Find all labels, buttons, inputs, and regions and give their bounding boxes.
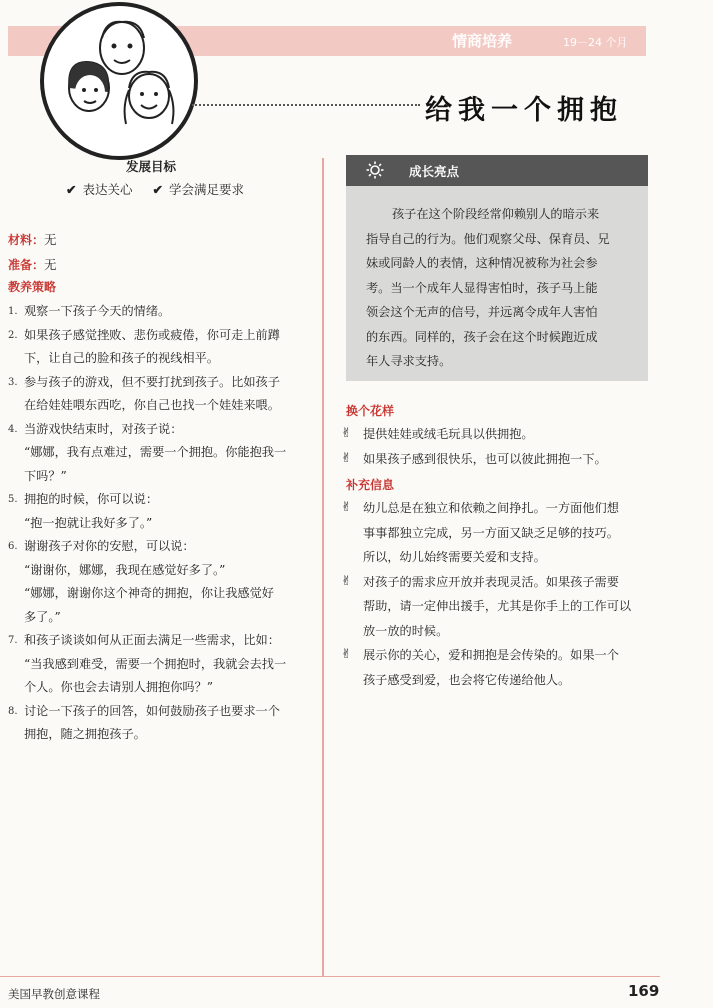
preparation-line [8,255,57,273]
sun-icon [366,161,384,179]
bullet-line: 事事都独立完成，另一方面又缺乏足够的技巧。 [363,525,619,540]
step-text [24,700,314,747]
bullet-line: 帮助，请一定伸出援手，尤其是你手上的工作可以 [363,599,632,613]
highlights-text [366,202,638,374]
step-text [24,371,314,418]
variations-item [341,422,651,447]
bullet-line: 孩子感受到爱，也会将它传递给他人。 [363,672,571,687]
step-line: 和孩子谈谈如何从正面去满足一些需求，比如： [24,633,280,647]
page-number: 169 [628,982,660,1000]
variations-text [363,447,607,472]
family-illustration [40,2,198,160]
book-title: 美国早教创意课程 [8,987,100,1001]
supplement-item [341,496,651,570]
highlights-header [346,155,648,186]
supplement-heading: 补充信息 [346,478,395,492]
step-number: 6. [8,541,18,552]
supplement-list [341,496,651,692]
supplement-item [341,570,651,644]
highlights-line: 年人寻求支持。 [366,354,452,368]
step-number: 3. [8,376,18,388]
step-number: 7. [8,635,18,646]
title-leader-dots [192,104,420,106]
strategy-step [8,700,314,747]
materials-label: 材料： [8,233,45,247]
step-line: 当游戏快结束时，对孩子说： [24,421,183,436]
step-line: 多了。” [24,609,61,624]
step-line: “当我感到难受，需要一个拥抱时，我就会去找一 [24,656,287,671]
step-line: 参与孩子的游戏，但不要打扰到孩子。比如孩子 [24,374,280,389]
step-line: 拥抱，随之拥抱孩子。 [24,727,146,741]
step-number: 8. [8,705,18,717]
goal-item: 学会满足要求 [168,182,244,197]
bullet-line: 展示你的关心，爱和拥抱是会传染的。如果一个 [363,648,619,662]
supplement-text [363,643,619,692]
step-line: 下，让自己的脸和孩子的视线相平。 [24,351,219,365]
step-number: 5. [8,494,18,505]
step-text [24,488,314,535]
step-text [24,300,314,324]
step-line: “娜娜，谢谢你这个神奇的拥抱，你让我感觉好 [24,586,274,600]
step-line: 如果孩子感觉挫败、悲伤或疲倦，你可走上前蹲 [24,327,280,342]
step-text [24,535,314,629]
materials-value: 无 [44,232,57,247]
step-line: 谢谢孩子对你的安慰，可以说： [24,539,195,553]
step-line: 讨论一下孩子的回答，如何鼓励孩子也要求一个 [24,703,280,718]
step-text [24,629,314,700]
check-icon: ✔ [152,182,163,197]
page-title: 给我一个拥抱 [425,95,623,126]
step-line: “抱一抱就让我好多了。” [24,515,153,530]
strategy-step [8,371,314,418]
step-line: 下吗？” [24,468,67,483]
bullet-line: 如果孩子感到很快乐，也可以彼此拥抱一下。 [363,451,607,466]
strategy-step [8,324,314,371]
step-line: “谢谢你，娜娜，我现在感觉好多了。” [24,562,226,577]
supplement-item [341,643,651,692]
hand-bullet-icon: ✌ [341,500,352,515]
bullet-line: 放一放的时候。 [363,623,449,638]
goals-list [66,180,244,198]
supplement-text [363,496,619,570]
strategy-step [8,629,314,700]
hand-bullet-icon: ✌ [341,450,352,466]
bullet-line: 对孩子的需求应开放并表现灵活。如果孩子需要 [363,574,619,589]
column-divider [322,158,324,976]
variations-text [363,422,534,447]
strategy-step [8,535,314,629]
bullet-line: 幼儿总是在独立和依赖之间挣扎。一方面他们想 [363,501,619,515]
goals-heading: 发展目标 [126,159,177,174]
materials-line [8,230,57,248]
highlights-line: 妹或同龄人的表情，这种情况被称为社会参 [366,256,598,270]
strategy-step [8,300,314,324]
highlights-line: 指导自己的行为。他们观察父母、保育员、兄 [366,231,610,246]
variations-item [341,447,651,472]
variations-list [341,422,651,471]
bullet-line: 所以，幼儿始终需要关爱和支持。 [363,550,546,564]
highlights-line: 孩子在这个阶段经常仰赖别人的暗示来 [392,207,600,221]
section-title: 情商培养 [452,32,513,50]
step-line: 观察一下孩子今天的情绪。 [24,304,171,318]
supplement-text [363,570,631,644]
step-line: 拥抱的时候，你可以说： [24,492,159,506]
step-number: 2. [8,329,18,341]
variations-heading: 换个花样 [346,404,395,418]
check-icon: ✔ [66,182,77,197]
highlights-line: 的东西。同样的，孩子会在这个时候跑近成 [366,329,598,344]
preparation-label: 准备： [8,258,45,272]
footer-rule [0,976,660,977]
highlights-line: 考。当一个成年人显得害怕时，孩子马上能 [366,280,598,295]
step-text [24,418,314,489]
strategy-step [8,418,314,489]
step-line: “娜娜，我有点难过，需要一个拥抱。你能抱我一 [24,445,287,459]
hand-bullet-icon: ✌ [341,647,352,662]
step-number: 4. [8,423,18,435]
step-number: 1. [8,306,18,317]
preparation-value: 无 [44,257,57,272]
highlights-line: 领会这个无声的信号，并远离令成年人害怕 [366,305,598,319]
step-line: 在给娃娃喂东西吃，你自己也找一个娃娃来喂。 [24,398,280,412]
hand-bullet-icon: ✌ [341,573,352,589]
strategy-step [8,488,314,535]
goal-item: 表达关心 [82,182,133,197]
bullet-line: 提供娃娃或绒毛玩具以供拥抱。 [363,427,534,441]
age-range: 19－24 个月 [563,36,628,49]
family-faces-icon [44,6,194,156]
highlights-heading: 成长亮点 [409,164,460,179]
step-text [24,324,314,371]
hand-bullet-icon: ✌ [341,426,352,441]
highlights-body [346,186,648,381]
step-line: 个人。你也会去请别人拥抱你吗？” [24,680,214,694]
strategy-steps [8,300,314,747]
strategy-heading: 教养策略 [8,280,57,294]
